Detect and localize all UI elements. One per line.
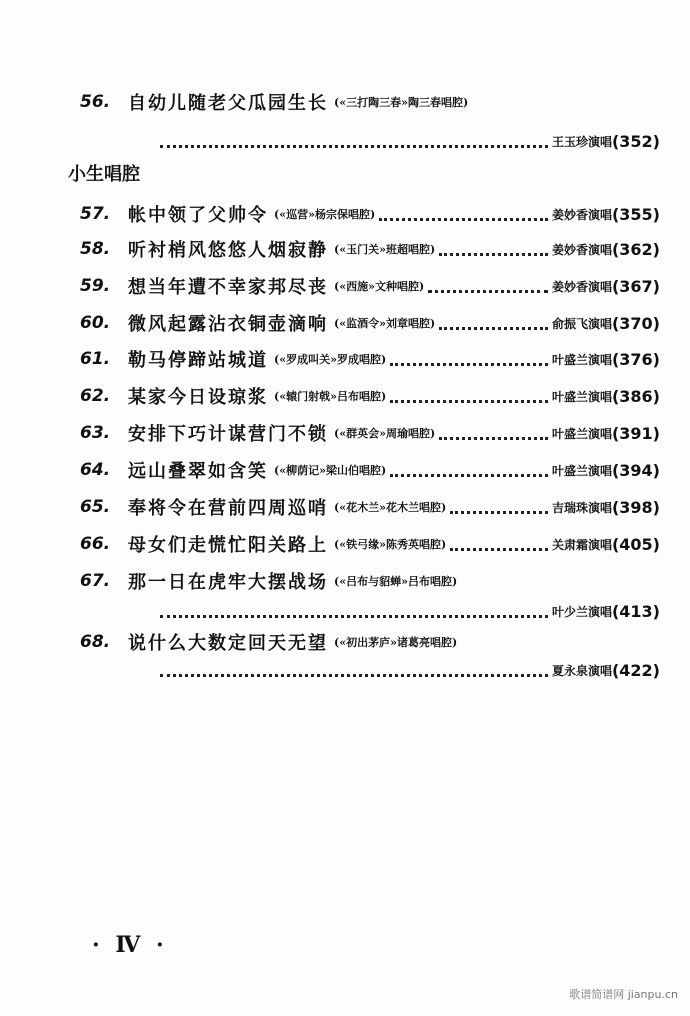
- entry-performer: 姜妙香演唱: [551, 242, 612, 257]
- entry-performer: 叶盛兰演唱: [551, 352, 612, 367]
- toc-entry-68-leader: [160, 657, 660, 683]
- page-number-footer: · Ⅳ ·: [92, 932, 168, 958]
- entry-title: 帐中领了父帅令: [128, 205, 268, 226]
- dot-leader: [450, 509, 548, 514]
- entry-number: 57.: [80, 204, 111, 224]
- entry-page: (398): [611, 497, 660, 517]
- entry-page: (386): [611, 386, 660, 406]
- entry-title: 想当年遭不幸家邦尽丧: [128, 277, 328, 298]
- entry-source: («辕门射戟»吕布唱腔): [274, 390, 387, 403]
- entry-page: (405): [611, 534, 660, 554]
- dot-leader: [428, 288, 548, 293]
- entry-number: 58.: [80, 239, 111, 259]
- dot-leader: [379, 216, 548, 221]
- toc-entry-56: [80, 87, 660, 117]
- toc-entry-66: [80, 529, 660, 559]
- toc-entry-62: [80, 381, 660, 411]
- toc-entry-59: [80, 271, 660, 301]
- entry-page: (422): [611, 660, 660, 680]
- entry-source: («罗成叫关»罗成唱腔): [274, 353, 387, 366]
- dot-leader: [439, 435, 548, 440]
- entry-title: 自幼儿随老父瓜园生长: [128, 93, 328, 114]
- dot-leader: [390, 398, 548, 403]
- entry-number: 61.: [80, 349, 111, 369]
- entry-performer: 姜妙香演唱: [551, 279, 612, 294]
- entry-source: («花木兰»花木兰唱腔): [334, 501, 447, 514]
- entry-title: 远山叠翠如含笑: [128, 461, 268, 482]
- toc-entry-58: [80, 234, 660, 264]
- entry-number: 66.: [80, 534, 111, 554]
- toc-entry-61: [80, 344, 660, 374]
- entry-source: («监酒令»刘章唱腔): [334, 317, 436, 330]
- section-title: 小生唱腔: [68, 164, 140, 185]
- entry-performer: 关肃霜演唱: [551, 537, 612, 552]
- entry-performer: 吉瑞珠演唱: [551, 500, 612, 515]
- dot-leader: [450, 546, 548, 551]
- entry-source: («初出茅庐»诸葛亮唱腔): [334, 636, 458, 649]
- toc-entry-57: [80, 199, 660, 229]
- entry-performer: 叶盛兰演唱: [551, 389, 612, 404]
- entry-source: («群英会»周瑜唱腔): [334, 427, 436, 440]
- entry-page: (352): [611, 131, 660, 151]
- entry-performer: 姜妙香演唱: [551, 207, 612, 222]
- entry-title: 勒马停蹄站城道: [128, 350, 268, 371]
- entry-page: (367): [611, 276, 660, 296]
- toc-entry-67-leader: [160, 598, 660, 624]
- entry-number: 67.: [80, 571, 111, 591]
- dot-leader: [160, 672, 548, 677]
- entry-source: («玉门关»班超唱腔): [334, 243, 436, 256]
- entry-source: («巡营»杨宗保唱腔): [274, 208, 376, 221]
- entry-performer: 王玉珍演唱: [551, 134, 612, 149]
- toc-entry-60: [80, 308, 660, 338]
- entry-performer: 叶盛兰演唱: [551, 463, 612, 478]
- entry-number: 62.: [80, 386, 111, 406]
- entry-number: 63.: [80, 423, 111, 443]
- entry-title: 微风起露沾衣铜壶滴响: [128, 314, 328, 335]
- entry-page: (391): [611, 423, 660, 443]
- entry-title: 说什么大数定回天无望: [128, 633, 328, 654]
- dot-leader: [439, 325, 548, 330]
- entry-performer: 叶盛兰演唱: [551, 426, 612, 441]
- entry-title: 那一日在虎牢大摆战场: [128, 572, 328, 593]
- entry-source: («三打陶三春»陶三春唱腔): [334, 96, 469, 109]
- toc-entry-64: [80, 455, 660, 485]
- entry-performer: 俞振飞演唱: [551, 316, 612, 331]
- entry-page: (394): [611, 460, 660, 480]
- entry-source: («吕布与貂蝉»吕布唱腔): [334, 575, 458, 588]
- dot-leader: [390, 472, 548, 477]
- entry-source: («西施»文种唱腔): [334, 280, 425, 293]
- entry-performer: 夏永泉演唱: [551, 663, 612, 678]
- dot-leader: [160, 613, 548, 618]
- entry-source: («柳荫记»梁山伯唱腔): [274, 464, 387, 477]
- entry-title: 听衬梢风悠悠人烟寂静: [128, 240, 328, 261]
- site-watermark: 歌谱简谱网 jianpu.cn: [569, 988, 678, 1001]
- entry-title: 母女们走慌忙阳关路上: [128, 535, 328, 556]
- entry-title: 奉将令在营前四周巡哨: [128, 498, 328, 519]
- toc-entry-65: [80, 492, 660, 522]
- entry-page: (355): [611, 204, 660, 224]
- entry-number: 68.: [80, 632, 111, 652]
- entry-page: (362): [611, 239, 660, 259]
- entry-performer: 叶少兰演唱: [551, 604, 612, 619]
- entry-title: 安排下巧计谋营门不锁: [128, 424, 328, 445]
- entry-page: (370): [611, 313, 660, 333]
- entry-source: («铁弓缘»陈秀英唱腔): [334, 538, 447, 551]
- entry-number: 59.: [80, 276, 111, 296]
- toc-entry-63: [80, 418, 660, 448]
- toc-entry-67: [80, 566, 660, 596]
- entry-number: 65.: [80, 497, 111, 517]
- dot-leader: [160, 143, 548, 148]
- dot-leader: [439, 251, 548, 256]
- entry-title: 某家今日设琼浆: [128, 387, 268, 408]
- entry-number: 56.: [80, 92, 111, 112]
- entry-number: 64.: [80, 460, 111, 480]
- toc-entry-68: [80, 627, 660, 657]
- entry-page: (376): [611, 349, 660, 369]
- dot-leader: [390, 361, 548, 366]
- entry-page: (413): [611, 601, 660, 621]
- entry-number: 60.: [80, 313, 111, 333]
- toc-entry-56-leader: [160, 128, 660, 154]
